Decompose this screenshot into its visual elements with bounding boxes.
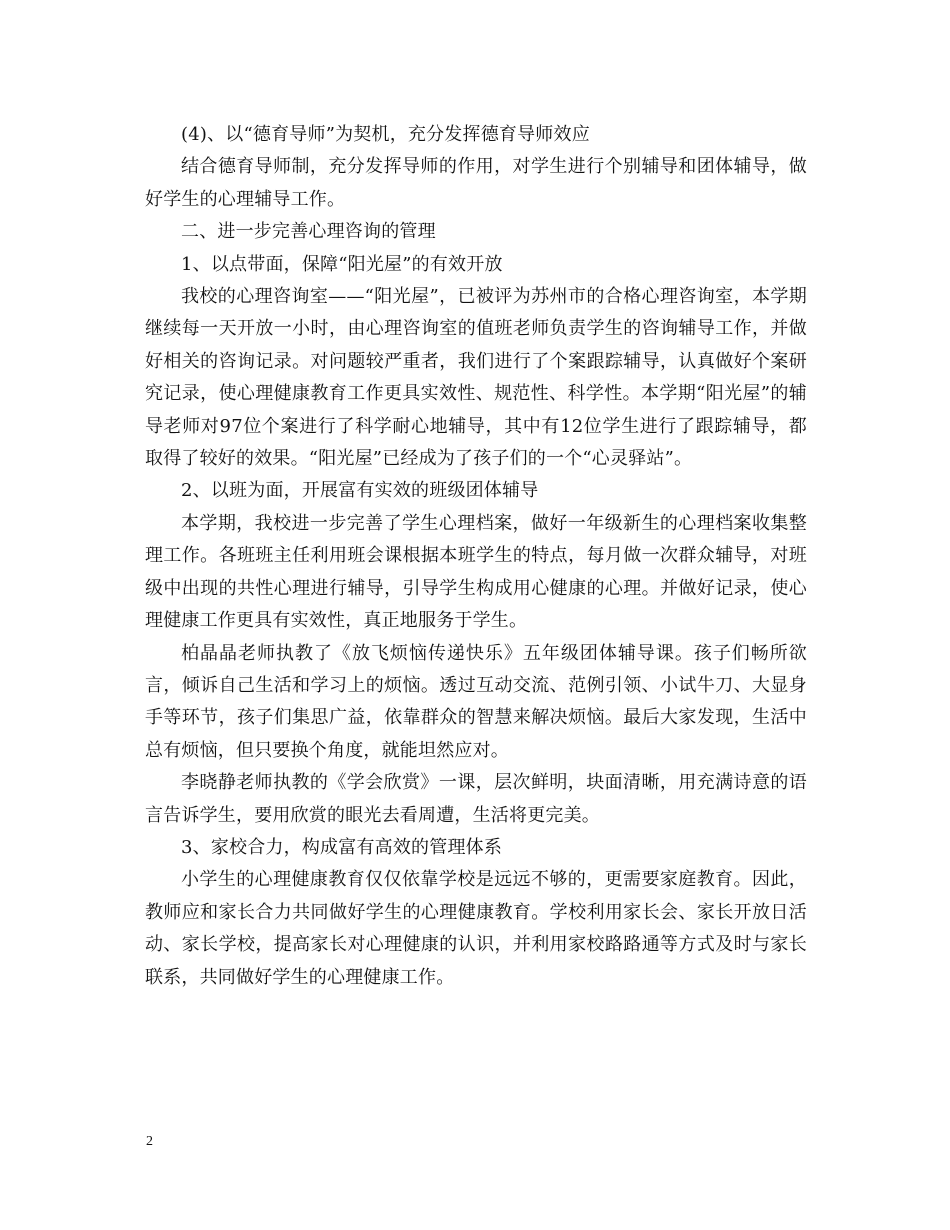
paragraph-family-education: 小学生的心理健康教育仅仅依靠学校是远远不够的，更需要家庭教育。因此，教师应和家长合力共同做好学生的心理健康教育。学校利用家长会、家长开放日活动、家长学校，提高家长对心理健康的认识，并利用家校路路通等方式及时与家长联系，共同做好学生的心理健康工作。: [145, 869, 807, 988]
subheading-home-school-cooperation: 3、家校合力，构成富有高效的管理体系: [181, 836, 503, 858]
document-body: [145, 119, 807, 994]
section-heading-counseling-management: 二、进一步完善心理咨询的管理: [181, 221, 436, 243]
paragraph-mentor-system: 结合德育导师制，充分发挥导师的作用，对学生进行个别辅导和团体辅导，做好学生的心理辅导工作。: [145, 156, 807, 210]
section-heading-mentor-effect: (4)、以“德育导师”为契机，充分发挥德育导师效应: [181, 124, 590, 145]
paragraph-bai-jingjing-lesson: 柏晶晶老师执教了《放飞烦恼传递快乐》五年级团体辅导课。孩子们畅所欲言，倾诉自己生活和学习上的烦恼。透过互动交流、范例引领、小试牛刀、大显身手等环节，孩子们集思广益，依靠群众的智慧来解决烦恼。最后大家发现，生活中总有烦恼，但只要换个角度，就能坦然应对。: [145, 642, 807, 761]
subheading-sunshine-house: 1、以点带面，保障“阳光屋”的有效开放: [181, 253, 503, 275]
paragraph-li-xiaojing-lesson: 李晓静老师执教的《学会欣赏》一课，层次鲜明，块面清晰，用充满诗意的语言告诉学生，要用欣赏的眼光去看周遭，生活将更完美。: [145, 772, 807, 826]
subheading-class-group-counseling: 2、以班为面，开展富有实效的班级团体辅导: [181, 480, 539, 502]
paragraph-student-archives: 本学期，我校进一步完善了学生心理档案，做好一年级新生的心理档案收集整理工作。各班班主任利用班会课根据本班学生的特点，每月做一次群众辅导，对班级中出现的共性心理进行辅导，引导学生构成用心健康的心理。并做好记录，使心理健康工作更具有实效性，真正地服务于学生。: [145, 512, 807, 632]
page-number: 2: [146, 1134, 153, 1149]
paragraph-sunshine-house: 我校的心理咨询室——“阳光屋”，已被评为苏州市的合格心理咨询室，本学期继续每一天开放一小时，由心理咨询室的值班老师负责学生的咨询辅导工作，并做好相关的咨询记录。对问题较严重者，我们进行了个案跟踪辅导，认真做好个案研究记录，使心理健康教育工作更具实效性、规范性、科学性。本学期“阳光屋”的辅导老师对97位个案进行了科学耐心地辅导，其中有12位学生进行了跟踪辅导，都取得了较好的效果。“阳光屋”已经成为了孩子们的一个“心灵驿站”。: [145, 286, 807, 470]
